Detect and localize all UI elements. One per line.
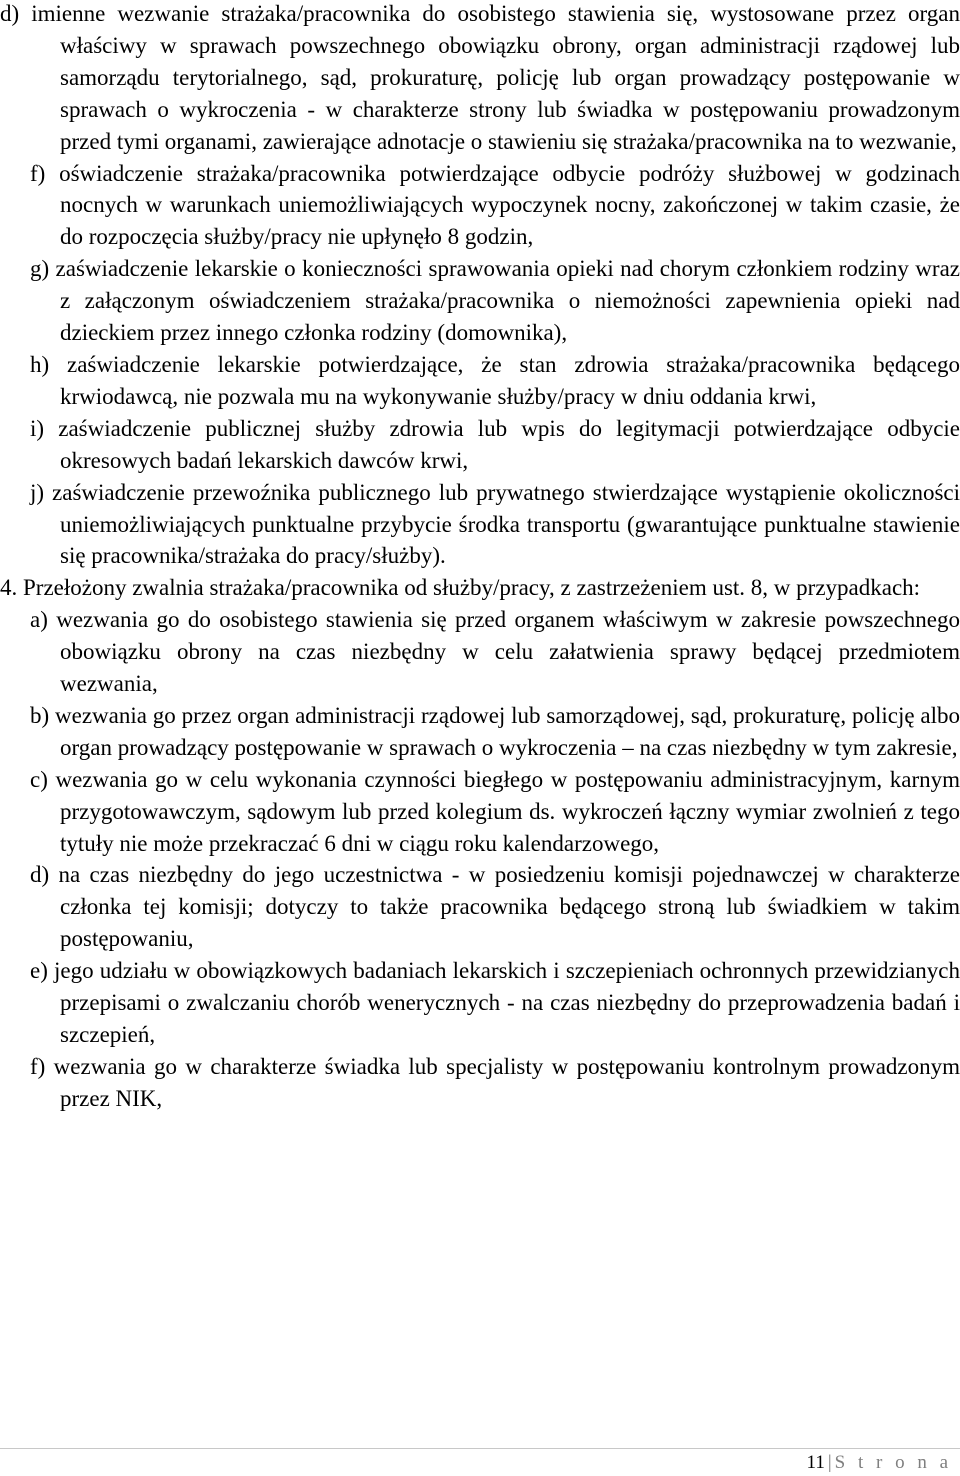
footer-divider bbox=[0, 1448, 960, 1449]
section-4-item-e: e) jego udziału w obowiązkowych badaniach lekarskich i szczepieniach ochronnych przewidzianych przepisami o zwalczaniu chorób wenerycznych - na czas niezbędny do przeprowadzenia badań i szczepień, bbox=[30, 958, 960, 1047]
footer-label: S t r o n a bbox=[834, 1452, 952, 1473]
list-item-h: h) zaświadczenie lekarskie potwierdzające, że stan zdrowia strażaka/pracownika będącego krwiodawcą, nie pozwala mu na wykonywanie służby/pracy w dniu oddania krwi, bbox=[30, 351, 960, 409]
list-item-i: i) zaświadczenie publicznej służby zdrowia lub wpis do legitymacji potwierdzające odbycie okresowych badań lekarskich dawców krwi, bbox=[30, 415, 960, 473]
section-4-intro: 4. Przełożony zwalnia strażaka/pracownika od służby/pracy, z zastrzeżeniem ust. 8, w przypadkach: bbox=[0, 575, 921, 601]
page-number: 11 bbox=[806, 1452, 825, 1473]
list-item-g: g) zaświadczenie lekarskie o konieczności sprawowania opieki nad chorym członkiem rodziny wraz z załączonym oświadczeniem strażaka/pracownika o niemożności zapewnienia opieki nad dzieckiem przez innego członka rodziny (domownika), bbox=[30, 256, 960, 346]
section-4-item-d: d) na czas niezbędny do jego uczestnictwa - w posiedzeniu komisji pojednawczej w charakterze członka tej komisji; dotyczy to także pracownika będącego stroną lub świadkiem w takim postępowaniu, bbox=[30, 862, 960, 952]
list-item-d: d) imienne wezwanie strażaka/pracownika do osobistego stawienia się, wystosowane przez organ właściwy w sprawach powszechnego obowiązku obrony, organ administracji rządowej lub samorządu terytorialnego, sąd, prokuraturę, policję lub organ prowadzący postępowanie w sprawach o wykroczenia - w charakterze strony lub świadka w postępowaniu prowadzonym przed tymi organami, zawierające adnotacje o stawieniu się strażaka/pracownika na to wezwanie, bbox=[0, 1, 960, 154]
list-item-j: j) zaświadczenie przewoźnika publicznego lub prywatnego stwierdzające wystąpienie okoliczności uniemożliwiających punktualne przybycie środka transportu (gwarantujące punktualne stawienie się pracownika/strażaka do pracy/służby). bbox=[30, 479, 960, 569]
section-4-item-f: f) wezwania go w charakterze świadka lub specjalisty w postępowaniu kontrolnym prowadzonym przez NIK, bbox=[30, 1053, 960, 1111]
page-footer bbox=[807, 1451, 952, 1475]
section-4-item-c: c) wezwania go w celu wykonania czynności biegłego w postępowaniu administracyjnym, karnym przygotowawczym, sądowym lub przed kolegium ds. wykroczeń łączny wymiar zwolnień z tego tytuły nie może przekraczać 6 dni w ciągu roku kalendarzowego, bbox=[30, 766, 960, 856]
list-item-f: f) oświadczenie strażaka/pracownika potwierdzające odbycie podróży służbowej w godzinach nocnych w warunkach uniemożliwiających wypoczynek nocny, zakończonej w takim czasie, że do rozpoczęcia służby/pracy nie upłynęło 8 godzin, bbox=[30, 160, 960, 250]
section-4-item-a: a) wezwania go do osobistego stawienia się przed organem właściwym w zakresie powszechnego obowiązku obrony na czas niezbędny w celu załatwienia sprawy będącej przedmiotem wezwania, bbox=[30, 607, 960, 697]
footer-separator: | bbox=[827, 1452, 832, 1473]
section-4-item-b: b) wezwania go przez organ administracji rządowej lub samorządowej, sąd, prokuraturę, policję albo organ prowadzący postępowanie w sprawach o wykroczenia – na czas niezbędny w tym zakresie, bbox=[30, 702, 960, 760]
